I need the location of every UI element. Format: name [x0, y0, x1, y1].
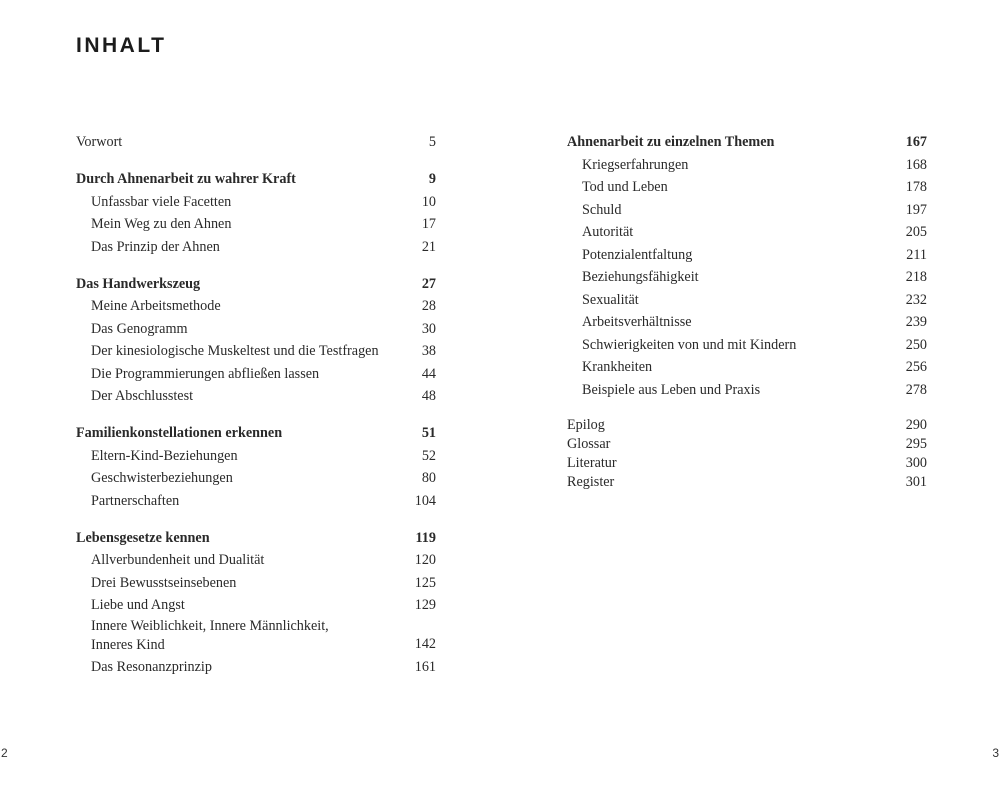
toc-entry[interactable] [76, 191, 436, 214]
toc-entry-label: Epilog [567, 416, 605, 433]
toc-entry[interactable] [567, 199, 927, 222]
toc-entry-page: 256 [905, 359, 927, 375]
toc-chapter-heading[interactable] [76, 273, 436, 296]
toc-entry-page: 211 [906, 246, 927, 263]
toc-entry[interactable] [76, 594, 436, 617]
toc-entry-page: 300 [905, 454, 927, 471]
toc-entry-label: Der Abschlusstest [91, 388, 194, 404]
toc-entry[interactable] [76, 490, 436, 513]
toc-section-handwerkszeug [76, 273, 436, 408]
toc-entry-label: Die Programmierungen abfließen lassen [91, 365, 320, 382]
toc-entry-page: 129 [414, 597, 436, 613]
toc-chapter-heading[interactable] [76, 422, 436, 445]
toc-entry[interactable] [76, 445, 436, 468]
toc-entry[interactable] [567, 154, 927, 177]
toc-entry[interactable] [76, 385, 436, 408]
toc-chapter-label: Ahnenarbeit zu einzelnen Themen [567, 134, 775, 150]
toc-entry[interactable] [567, 311, 927, 334]
toc-chapter-label: Durch Ahnenarbeit zu wahrer Kraft [76, 171, 296, 187]
toc-chapter-heading[interactable] [76, 168, 436, 191]
toc-chapter-page: 119 [415, 529, 436, 546]
toc-entry-multiline[interactable] [76, 617, 436, 656]
toc-entry-label: Unfassbar viele Facetten [91, 193, 232, 210]
toc-entry-page: 28 [421, 298, 436, 314]
toc-entry[interactable] [567, 473, 927, 492]
toc-entry-page: 5 [428, 134, 436, 150]
toc-chapter-page: 167 [905, 134, 927, 150]
toc-entry-label: Eltern-Kind-Beziehungen [91, 447, 238, 464]
toc-section-ahnenarbeit [76, 168, 436, 258]
toc-entry-label: Das Prinzip der Ahnen [91, 238, 220, 255]
toc-entry-label-line: Innere Weiblichkeit, Innere Männlichkeit, [91, 617, 329, 634]
toc-chapter-heading[interactable] [76, 527, 436, 550]
toc-entry-label: Mein Weg zu den Ahnen [91, 216, 232, 232]
toc-entry-label: Partnerschaften [91, 492, 180, 509]
toc-entry-page: 52 [421, 447, 436, 464]
toc-entry-label: Potenzialentfaltung [582, 246, 693, 263]
toc-right-column [567, 131, 927, 506]
toc-chapter-label: Familienkonstellationen erkennen [76, 425, 283, 441]
toc-entry-label: Geschwisterbeziehungen [91, 470, 233, 486]
toc-entry-label: Allverbundenheit und Dualität [91, 552, 265, 568]
toc-entry-page: 38 [421, 343, 436, 359]
toc-chapter-label: Lebensgesetze kennen [76, 529, 210, 546]
page-title: INHALT [76, 34, 167, 57]
toc-entry[interactable] [567, 416, 927, 435]
toc-entry-label: Tod und Leben [582, 179, 668, 195]
toc-entry[interactable] [76, 318, 436, 341]
toc-entry-label-line: Inneres Kind [91, 637, 165, 653]
toc-entry-page: 232 [905, 291, 927, 308]
toc-entry-label: Beispiele aus Leben und Praxis [582, 381, 761, 398]
toc-entry-page: 30 [421, 320, 436, 337]
toc-entry[interactable] [567, 356, 927, 379]
toc-entry-label: Der kinesiologische Muskeltest und die Testfragen [91, 343, 379, 359]
toc-entry-label: Schwierigkeiten von und mit Kindern [582, 336, 797, 353]
toc-entry-page: 80 [421, 470, 436, 486]
toc-entry-label: Literatur [567, 454, 617, 471]
toc-entry-page: 10 [421, 193, 436, 210]
toc-left-column [76, 131, 436, 693]
toc-entry-page: 218 [905, 269, 927, 285]
toc-section-backmatter [567, 416, 927, 492]
toc-entry-page: 250 [905, 336, 927, 353]
toc-entry-page: 161 [414, 658, 436, 675]
toc-entry-label: Arbeitsverhältnisse [582, 314, 692, 330]
toc-entry[interactable] [76, 131, 436, 154]
toc-entry-page: 205 [905, 224, 927, 240]
toc-chapter-heading[interactable] [567, 131, 927, 154]
toc-entry-page: 290 [905, 416, 927, 433]
toc-chapter-label: Das Handwerkszeug [76, 275, 201, 292]
toc-entry[interactable] [76, 213, 436, 236]
toc-entry-label: Meine Arbeitsmethode [91, 298, 221, 314]
toc-entry-page: 278 [905, 381, 927, 398]
toc-entry-page: 168 [905, 156, 927, 173]
toc-entry-label: Drei Bewusstseinsebenen [91, 574, 237, 591]
toc-entry-page: 125 [414, 574, 436, 591]
toc-entry-page: 21 [421, 238, 436, 255]
toc-entry-label: Das Genogramm [91, 320, 188, 337]
toc-entry-page: 17 [421, 216, 436, 232]
toc-entry[interactable] [76, 572, 436, 595]
toc-entry-page: 197 [905, 201, 927, 218]
toc-entry[interactable] [76, 467, 436, 490]
toc-entry[interactable] [76, 549, 436, 572]
toc-entry[interactable] [76, 236, 436, 259]
toc-entry[interactable] [567, 454, 927, 473]
toc-entry-page: 178 [905, 179, 927, 195]
toc-chapter-page: 27 [421, 275, 436, 292]
toc-chapter-page: 51 [421, 425, 436, 441]
toc-entry-page: 142 [414, 636, 436, 652]
toc-entry-page: 295 [905, 435, 927, 452]
toc-entry[interactable] [567, 221, 927, 244]
page-number-left: 2 [1, 746, 8, 760]
toc-entry-label: Vorwort [76, 134, 123, 150]
toc-entry-label: Autorität [582, 224, 634, 240]
toc-entry-label: Sexualität [582, 291, 639, 308]
toc-chapter-page: 9 [428, 171, 436, 187]
toc-entry-label: Glossar [567, 435, 611, 452]
toc-entry-page: 44 [421, 365, 436, 382]
toc-entry[interactable] [76, 363, 436, 386]
toc-entry-page: 301 [905, 473, 927, 490]
toc-entry[interactable] [76, 656, 436, 679]
toc-entry-page: 48 [421, 388, 436, 404]
toc-entry-label: Das Resonanzprinzip [91, 658, 212, 675]
toc-entry-page: 120 [414, 552, 436, 568]
page-number-right: 3 [992, 746, 999, 760]
toc-entry-label: Beziehungsfähigkeit [582, 269, 699, 285]
toc-entry-label: Kriegserfahrungen [582, 156, 689, 173]
toc-entry[interactable] [567, 435, 927, 454]
toc-section-einzelne-themen [567, 131, 927, 401]
toc-entry-page: 239 [905, 314, 927, 330]
toc-entry[interactable] [76, 295, 436, 318]
toc-entry[interactable] [567, 244, 927, 267]
toc-entry[interactable] [76, 340, 436, 363]
toc-entry[interactable] [567, 266, 927, 289]
toc-entry-page: 104 [414, 492, 436, 509]
toc-entry[interactable] [567, 334, 927, 357]
toc-section-lebensgesetze [76, 527, 436, 679]
toc-entry[interactable] [567, 379, 927, 402]
toc-entry-label: Register [567, 473, 615, 490]
toc-entry[interactable] [567, 289, 927, 312]
toc-entry-label [91, 617, 329, 656]
toc-entry[interactable] [567, 176, 927, 199]
toc-section-vorwort [76, 131, 436, 154]
toc-entry-label: Schuld [582, 201, 622, 218]
toc-section-familienkonstellationen [76, 422, 436, 512]
toc-entry-label: Krankheiten [582, 359, 653, 375]
toc-entry-label: Liebe und Angst [91, 597, 185, 613]
